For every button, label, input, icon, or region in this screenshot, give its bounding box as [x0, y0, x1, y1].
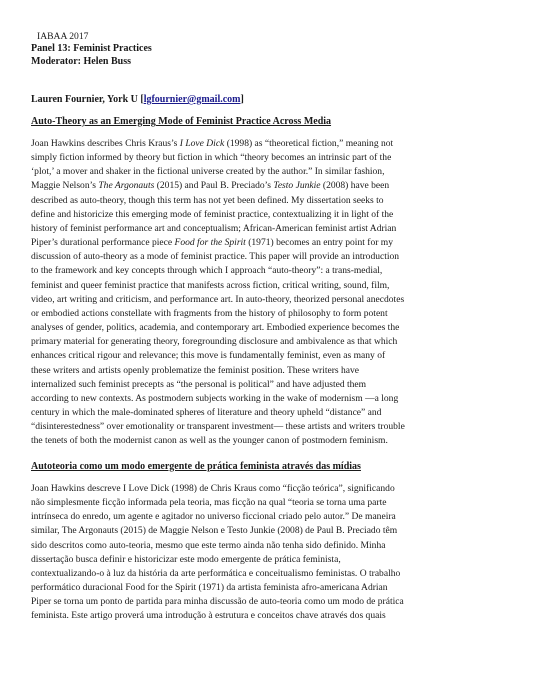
text-line: Joan Hawkins descreve I Love Dick (1998) de Chris Kraus como “ficção teórica”, significando	[31, 483, 395, 494]
text-line: video, art writing and criticism, and performance art. In auto-theory, theorized personal anecdotes	[31, 293, 405, 305]
panel-title: Panel 13: Feminist Practices	[31, 43, 152, 54]
text-line: enhances critical rigour and relevance; this move is fundamentally feminist, even as many of	[31, 350, 386, 362]
text-line: dissertação busca definir e historicizar este modo emergente de prática feminista,	[31, 553, 341, 565]
text-line: or embodied actions constellate with fragments from the history of philosophy to form potent	[31, 307, 388, 319]
text-line: discussion of auto-theory as a mode of feminist practice. This paper will provide an introduction	[31, 251, 400, 263]
text-line: intrínseca do enredo, um agente e agitador no universo ficcional criado pelo autor.” De maneira	[31, 511, 396, 523]
portuguese-abstract-body	[31, 482, 518, 624]
text-line: the tenets of both the modernist canon as well as the younger canon of postmodern feminism.	[31, 435, 388, 447]
text-line: performático duracional Food for the Spirit (1971) da artista feminista afro-americana Adrian	[31, 582, 388, 594]
portuguese-abstract-title: Autoteoria como um modo emergente de prática feminista através das mídias	[31, 461, 361, 472]
text-line: Piper se torna um ponto de partida para minha discussão de auto-teoria como um modo de prática	[31, 596, 404, 608]
text-line: feminist and queer feminist practice that manifests across fiction, critical writing, sound, film,	[31, 279, 390, 291]
text-line: century in which the male-dominated spheres of literature and theory upheld “distance” and	[31, 406, 382, 418]
italic-title: Testo Junkie	[273, 180, 321, 192]
text-line: described as auto-theory, though this term has not yet been defined. My dissertation seeks to	[31, 194, 384, 206]
author-name: Lauren Fournier, York U [	[31, 94, 144, 105]
text-line: to the framework and key concepts through which I approach “auto-theory”: a trans-medial,	[31, 265, 383, 277]
text-line: simply fiction informed by theory but fiction in which “theory becomes an intrinsic part of the	[31, 152, 392, 164]
conference-label: IABAA 2017	[37, 31, 89, 42]
text-line: Joan Hawkins describes Chris Kraus’s I Love Dick (1998) as “theoretical fiction,” meaning not	[31, 138, 394, 149]
text-line: according to new contexts. As postmodern subjects working in the wake of modernism —a long	[31, 392, 399, 404]
text-line: similar, The Argonauts (2015) de Maggie Nelson e Testo Junkie (2008) de Paul B. Preciado têm	[31, 525, 398, 537]
text-line: primary material for generating theory, foregrounding disclosure and ambivalence as that which	[31, 336, 398, 348]
text-line: define and historicize this emerging mode of feminist practice, contextualizing it in light of the	[31, 208, 394, 220]
moderator-line: Moderator: Helen Buss	[31, 56, 131, 67]
italic-title: Food for the Spirit	[174, 237, 246, 249]
text-line: these writers and artists openly problematize the feminist position. These writers have	[31, 364, 360, 376]
italic-title: The Argonauts	[98, 180, 155, 192]
text-line: contextualizando-o à luz da história da arte performática e conceitualismo feministas. O trabalho	[31, 567, 401, 579]
text-line: sido descritos como auto-teoria, mesmo que este termo ainda não tenha sido definido. Minha	[31, 539, 386, 551]
text-line: não simplesmente ficção informada pela teoria, mas ficção na qual “teoria se torna uma parte	[31, 497, 387, 509]
text-line: ‘plot,’ a mover and shaker in the fictional universe created by the author.” In similar fashion,	[31, 166, 385, 178]
text-line: Maggie Nelson’s The Argonauts (2015) and Paul B. Preciado’s Testo Junkie (2008) have been	[31, 180, 390, 192]
text-line: history of feminist performance art and conceptualism; African-American feminist artist Adrian	[31, 222, 397, 234]
english-abstract-body	[31, 137, 518, 448]
text-line: Piper’s durational performance piece Food for the Spirit (1971) becomes an entry point for my	[31, 237, 393, 249]
text-line: feminista. Este artigo proverá uma introdução à estrutura e conceitos chave através dos quais	[31, 610, 386, 622]
text-line: internalized such feminist precepts as “the personal is political” and have adjusted them	[31, 378, 367, 390]
english-abstract-title: Auto-Theory as an Emerging Mode of Feminist Practice Across Media	[31, 116, 332, 127]
author-email-link[interactable]: lgfournier@gmail.com	[143, 94, 241, 105]
text-line: “disinterestedness” over emotionality or transparent investment— these artists and writers trouble	[31, 421, 405, 433]
author-bracket: ]	[240, 94, 244, 105]
text-line: analyses of gender, politics, academia, and contemporary art. Embodied experience becomes the	[31, 322, 400, 334]
italic-title: I Love Dick	[179, 138, 225, 149]
author-line	[31, 94, 244, 105]
